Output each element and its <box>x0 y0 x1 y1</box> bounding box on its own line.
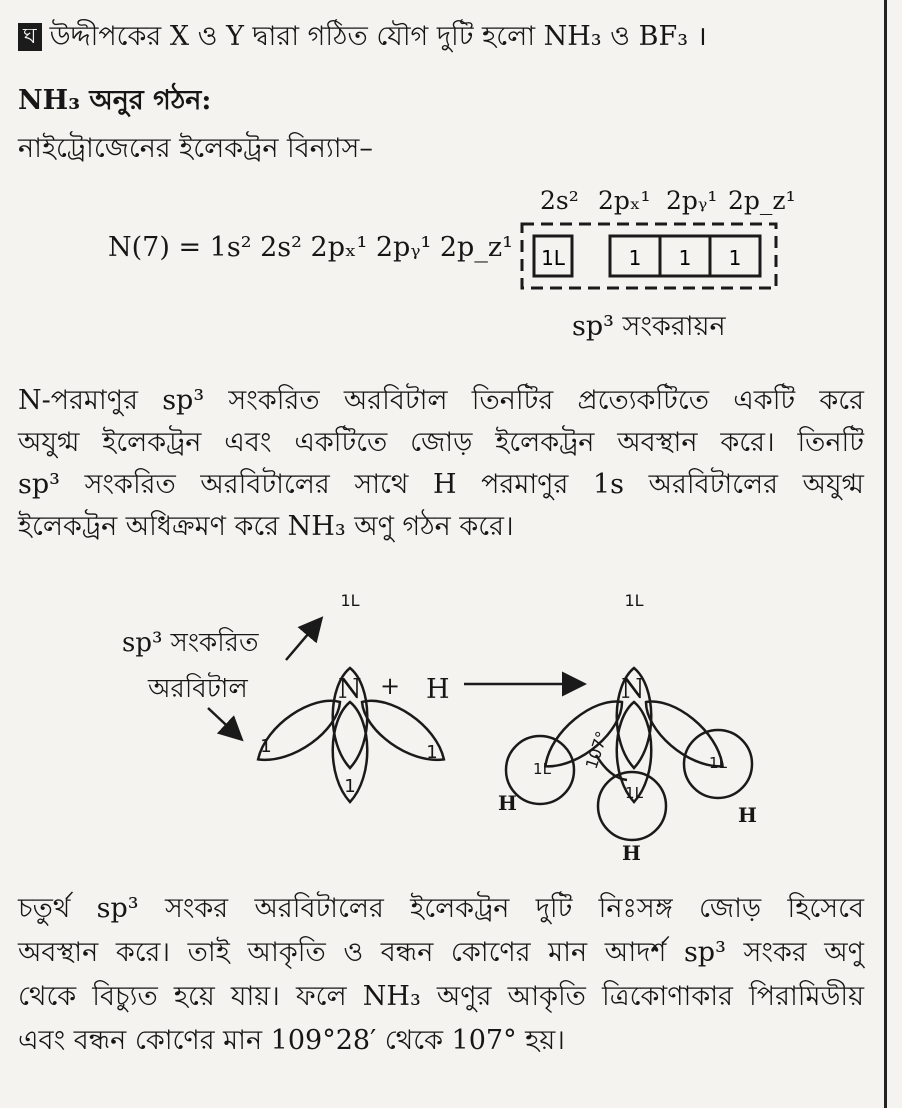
bond-angle-arc <box>596 755 627 780</box>
paragraph2-line4: এবং বন্ধন কোণের মান 109°28′ থেকে 107° হয়। <box>18 1025 565 1056</box>
right-lobe-left-label: 1L <box>533 760 551 778</box>
right-margin-rule <box>884 0 887 1108</box>
left-lobe-right <box>352 688 454 774</box>
left-lobe-top-label: 1L <box>340 591 360 610</box>
h-orbital-bottom <box>598 772 666 840</box>
box-2s-value: 1L <box>541 246 565 270</box>
config-intro: নাইট্রোজেনের ইলেকট্রন বিন্যাস– <box>18 133 373 164</box>
right-lobe-top-label: 1L <box>624 591 644 610</box>
right-lobe-bottom-label: 1L <box>625 784 643 802</box>
header-line <box>18 20 707 54</box>
paragraph1-line4: ইলেকট্রন অধিক্রমণ করে NH₃ অণু গঠন করে। <box>18 511 514 542</box>
left-lobe-bottom <box>333 702 368 802</box>
header-sentence: উদ্দীপকের X ও Y দ্বারা গঠিত যৌগ দুটি হলো NH₃ ও BF₃ । <box>49 21 707 52</box>
left-atom-n: N <box>338 674 362 705</box>
orbital-label-2px: 2pₓ¹ <box>598 186 651 215</box>
bond-angle-label: 107° <box>581 728 612 772</box>
answer-badge: ঘ <box>18 23 42 51</box>
hybridization-label: sp³ সংকরায়ন <box>572 311 726 342</box>
right-atom-n: N <box>621 674 645 705</box>
paragraph1-line1: N-পরমাণুর sp³ সংকরিত অরবিটাল তিনটির প্রত্যেকটিতে একটি করে <box>18 385 864 416</box>
left-lobe-left <box>248 688 350 774</box>
paragraph2-line3: থেকে বিচ্যুত হয়ে যায়। ফলে NH₃ অণুর আকৃতি ত্রিকোণাকার পিরামিডীয় <box>18 981 864 1012</box>
paragraph1-line2: অযুগ্ম ইলেকট্রন এবং একটিতে জোড় ইলেকট্রন অবস্থান করে। তিনটি <box>18 427 864 458</box>
plus-sign: + <box>380 672 401 700</box>
h-label-right: H <box>738 803 757 827</box>
caption-arrow-up <box>286 620 320 660</box>
box-2pz-value: 1 <box>728 246 742 270</box>
left-lobe-left-label: 1 <box>260 736 272 757</box>
h-label-left: H <box>498 791 517 815</box>
box-2py-value: 1 <box>678 246 692 270</box>
diagram-caption-line2: অরবিটাল <box>148 674 248 704</box>
h-label-bottom: H <box>622 841 641 865</box>
diagram-caption-line1: sp³ সংকরিত <box>122 628 259 658</box>
orbital-box-diagram <box>520 222 778 290</box>
paragraph2-line1: চতুর্থ sp³ সংকর অরবিটালের ইলেকট্রন দুটি নিঃসঙ্গ জোড় হিসেবে <box>18 893 864 924</box>
h-orbital-left <box>506 736 574 804</box>
caption-arrow-down <box>208 708 240 738</box>
orbital-label-2pz: 2p_z¹ <box>728 186 796 215</box>
left-lobe-right-label: 1 <box>426 742 438 763</box>
nitrogen-config-formula: N(7) = 1s² 2s² 2pₓ¹ 2pᵧ¹ 2p_z¹ <box>108 232 513 263</box>
orbital-boxes-svg <box>520 222 778 290</box>
section-title: NH₃ অনুর গঠন: <box>18 85 212 116</box>
orbital-label-2s: 2s² <box>540 186 579 215</box>
h-orbital-right <box>684 730 752 798</box>
atom-h: H <box>426 674 450 705</box>
right-lobe-left <box>534 689 633 780</box>
right-lobe-top <box>617 668 652 768</box>
box-2px-value: 1 <box>628 246 642 270</box>
left-lobe-top <box>333 668 368 768</box>
paragraph2-line2: অবস্থান করে। তাই আকৃতি ও বন্ধন কোণের মান আদর্শ sp³ সংকর অণু <box>18 937 864 968</box>
right-lobe-bottom <box>617 702 652 802</box>
orbital-label-2py: 2pᵧ¹ <box>666 186 718 215</box>
right-lobe-right <box>635 689 734 780</box>
paragraph1-line3: sp³ সংকরিত অরবিটালের সাথে H পরমাণুর 1s অরবিটালের অযুগ্ম <box>18 469 864 500</box>
left-lobe-bottom-label: 1 <box>344 776 356 797</box>
right-lobe-right-label: 1L <box>709 754 727 772</box>
